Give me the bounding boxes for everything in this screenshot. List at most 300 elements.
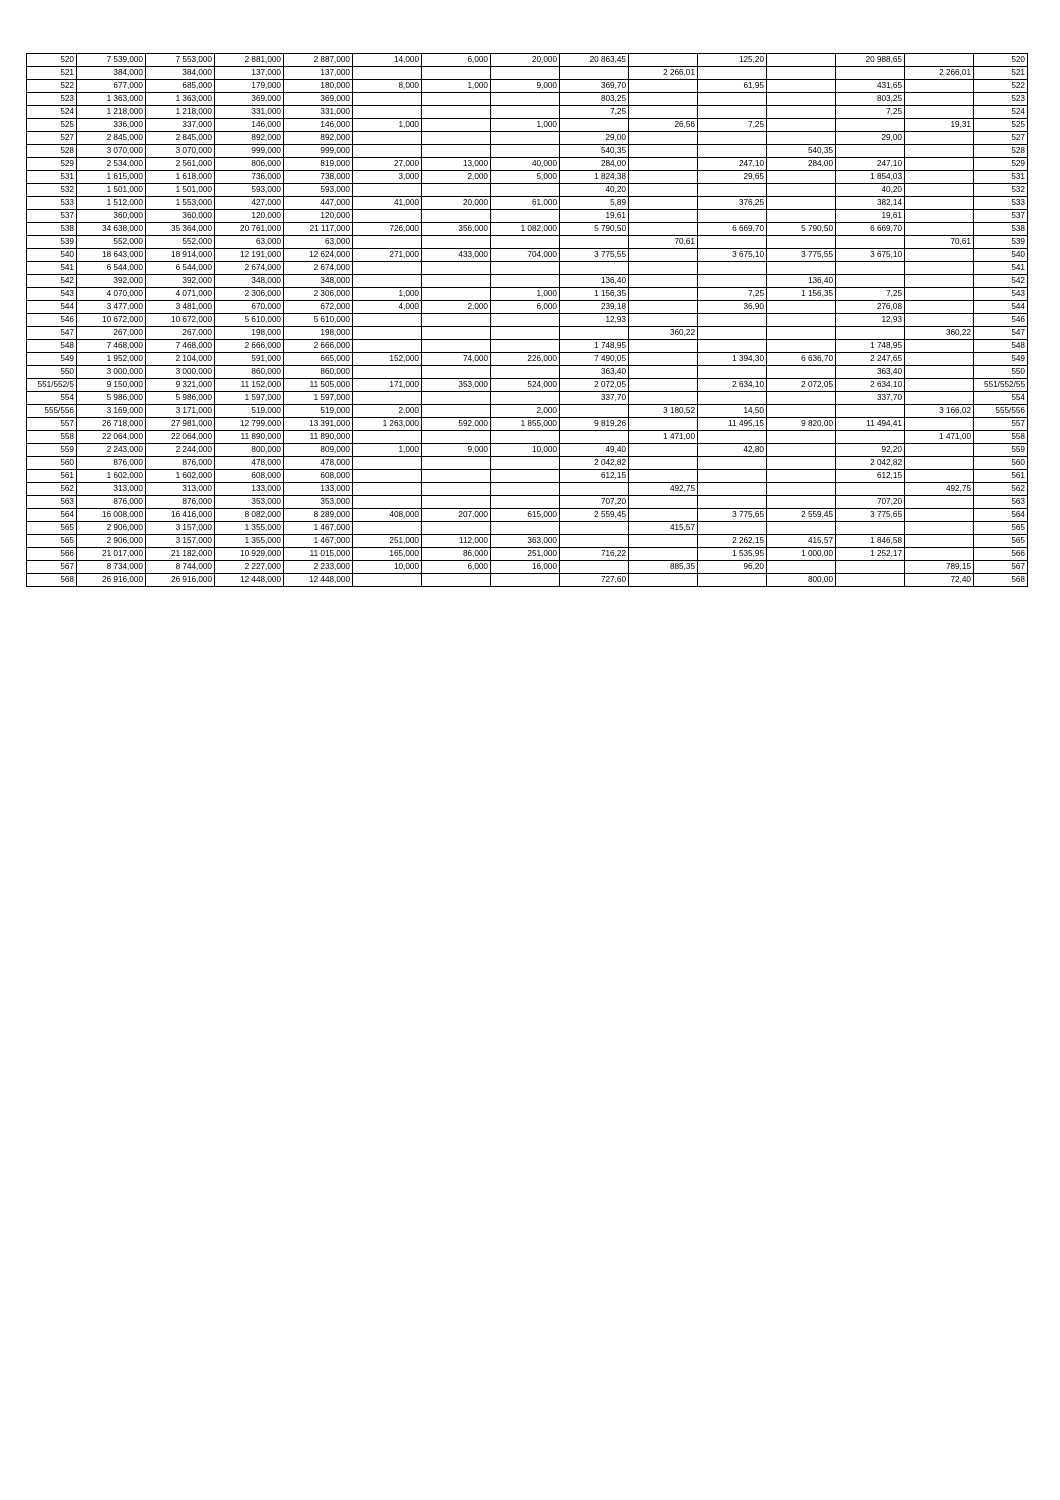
- table-cell: 615,000: [491, 509, 560, 522]
- table-cell: 337,70: [836, 392, 905, 405]
- table-cell: 561: [974, 470, 1028, 483]
- table-cell: 522: [974, 80, 1028, 93]
- table-cell: 7,25: [698, 119, 767, 132]
- table-cell: 20 863,45: [560, 54, 629, 67]
- table-cell: [560, 535, 629, 548]
- table-cell: 27,000: [353, 158, 422, 171]
- table-cell: [767, 80, 836, 93]
- table-cell: [491, 574, 560, 587]
- table-cell: [629, 340, 698, 353]
- table-cell: [698, 522, 767, 535]
- table-cell: 271,000: [353, 249, 422, 262]
- table-cell: [905, 171, 974, 184]
- table-cell: [629, 535, 698, 548]
- table-cell: [698, 392, 767, 405]
- table-cell: 1 553,000: [146, 197, 215, 210]
- table-cell: 8,000: [353, 80, 422, 93]
- table-cell: 2 233,000: [284, 561, 353, 574]
- table-cell: 539: [27, 236, 77, 249]
- table-cell: 9 820,00: [767, 418, 836, 431]
- table-cell: [905, 197, 974, 210]
- table-cell: 5 986,000: [146, 392, 215, 405]
- table-cell: 26,56: [629, 119, 698, 132]
- table-cell: 8 744,000: [146, 561, 215, 574]
- table-row: [27, 236, 1028, 249]
- table-cell: [491, 262, 560, 275]
- table-cell: 2 104,000: [146, 353, 215, 366]
- table-cell: 2 243,000: [77, 444, 146, 457]
- table-cell: [836, 275, 905, 288]
- table-cell: [353, 340, 422, 353]
- table-cell: 727,60: [560, 574, 629, 587]
- table-cell: [767, 132, 836, 145]
- table-cell: 2 534,000: [77, 158, 146, 171]
- table-cell: 137,000: [284, 67, 353, 80]
- table-cell: 665,000: [284, 353, 353, 366]
- table-cell: 3 157,000: [146, 522, 215, 535]
- table-cell: 2 262,15: [698, 535, 767, 548]
- table-cell: 331,000: [215, 106, 284, 119]
- table-cell: 5 790,50: [767, 223, 836, 236]
- table-cell: [422, 366, 491, 379]
- table-cell: [491, 392, 560, 405]
- table-cell: [905, 457, 974, 470]
- table-cell: 524,000: [491, 379, 560, 392]
- table-cell: [353, 132, 422, 145]
- table-cell: [353, 496, 422, 509]
- table-cell: 478,000: [284, 457, 353, 470]
- table-cell: 21 017,000: [77, 548, 146, 561]
- table-cell: 20 761,000: [215, 223, 284, 236]
- data-table: [26, 53, 1028, 587]
- table-cell: 16,000: [491, 561, 560, 574]
- table-cell: 554: [974, 392, 1028, 405]
- table-cell: [629, 548, 698, 561]
- table-cell: 521: [974, 67, 1028, 80]
- table-cell: 382,14: [836, 197, 905, 210]
- table-cell: 136,40: [767, 275, 836, 288]
- table-row: [27, 67, 1028, 80]
- table-cell: 707,20: [836, 496, 905, 509]
- table-cell: [905, 366, 974, 379]
- table-cell: 2 634,10: [698, 379, 767, 392]
- table-cell: [767, 210, 836, 223]
- table-cell: [353, 314, 422, 327]
- table-cell: [836, 431, 905, 444]
- table-cell: [491, 106, 560, 119]
- table-cell: 8 082,000: [215, 509, 284, 522]
- table-cell: [905, 496, 974, 509]
- table-cell: [767, 522, 836, 535]
- table-row: [27, 509, 1028, 522]
- table-cell: 1,000: [353, 288, 422, 301]
- table-cell: 313,000: [77, 483, 146, 496]
- table-cell: [905, 262, 974, 275]
- table-cell: 11 890,000: [215, 431, 284, 444]
- table-cell: 5,89: [560, 197, 629, 210]
- table-row: [27, 340, 1028, 353]
- table-cell: 2 042,82: [560, 457, 629, 470]
- table-cell: 2 072,05: [767, 379, 836, 392]
- table-cell: 528: [974, 145, 1028, 158]
- table-cell: [629, 457, 698, 470]
- table-cell: [560, 431, 629, 444]
- table-cell: 1 501,000: [146, 184, 215, 197]
- table-cell: 353,000: [215, 496, 284, 509]
- table-cell: 1 394,30: [698, 353, 767, 366]
- table-cell: [422, 262, 491, 275]
- table-cell: 736,000: [215, 171, 284, 184]
- table-cell: 331,000: [284, 106, 353, 119]
- table-cell: [491, 145, 560, 158]
- table-cell: [836, 327, 905, 340]
- table-cell: [698, 366, 767, 379]
- table-cell: 560: [27, 457, 77, 470]
- table-cell: 120,000: [284, 210, 353, 223]
- table-cell: 41,000: [353, 197, 422, 210]
- table-cell: 550: [974, 366, 1028, 379]
- table-cell: 592,000: [422, 418, 491, 431]
- table-cell: 22 064,000: [146, 431, 215, 444]
- table-cell: [491, 340, 560, 353]
- table-cell: 554: [27, 392, 77, 405]
- table-cell: [767, 262, 836, 275]
- table-cell: 549: [974, 353, 1028, 366]
- table-cell: [422, 574, 491, 587]
- table-cell: 544: [27, 301, 77, 314]
- table-cell: [629, 93, 698, 106]
- table-cell: 528: [27, 145, 77, 158]
- table-cell: 313,000: [146, 483, 215, 496]
- table-cell: [422, 132, 491, 145]
- table-cell: 3 675,10: [698, 249, 767, 262]
- table-cell: [836, 405, 905, 418]
- table-cell: 563: [974, 496, 1028, 509]
- table-cell: [353, 574, 422, 587]
- table-cell: 562: [27, 483, 77, 496]
- table-cell: 12 624,000: [284, 249, 353, 262]
- table-cell: 165,000: [353, 548, 422, 561]
- table-cell: [422, 483, 491, 496]
- table-cell: 541: [974, 262, 1028, 275]
- table-cell: [836, 145, 905, 158]
- table-cell: 369,70: [560, 80, 629, 93]
- table-row: [27, 574, 1028, 587]
- table-cell: 2 845,000: [146, 132, 215, 145]
- table-cell: 999,000: [215, 145, 284, 158]
- table-cell: 198,000: [284, 327, 353, 340]
- table-cell: [491, 184, 560, 197]
- table-row: [27, 106, 1028, 119]
- table-cell: 527: [27, 132, 77, 145]
- table-cell: 546: [974, 314, 1028, 327]
- table-cell: [905, 470, 974, 483]
- table-cell: [629, 509, 698, 522]
- table-cell: 6 544,000: [146, 262, 215, 275]
- table-cell: [767, 470, 836, 483]
- table-cell: 819,000: [284, 158, 353, 171]
- table-cell: 876,000: [77, 496, 146, 509]
- table-cell: 18 643,000: [77, 249, 146, 262]
- table-row: [27, 353, 1028, 366]
- table-cell: 3,000: [353, 171, 422, 184]
- table-cell: 568: [27, 574, 77, 587]
- table-cell: 523: [974, 93, 1028, 106]
- table-cell: [560, 262, 629, 275]
- table-cell: 12 448,000: [215, 574, 284, 587]
- table-cell: 557: [27, 418, 77, 431]
- table-cell: 10 672,000: [146, 314, 215, 327]
- table-cell: 12 448,000: [284, 574, 353, 587]
- table-cell: 522: [27, 80, 77, 93]
- table-cell: [698, 93, 767, 106]
- table-cell: 568: [974, 574, 1028, 587]
- table-cell: 14,50: [698, 405, 767, 418]
- table-cell: 559: [27, 444, 77, 457]
- table-cell: [422, 314, 491, 327]
- table-cell: [905, 158, 974, 171]
- table-cell: [491, 327, 560, 340]
- table-cell: [629, 314, 698, 327]
- table-cell: 40,20: [836, 184, 905, 197]
- table-cell: [491, 314, 560, 327]
- table-cell: 348,000: [215, 275, 284, 288]
- table-cell: 557: [974, 418, 1028, 431]
- table-cell: [905, 379, 974, 392]
- table-cell: [560, 561, 629, 574]
- table-cell: 537: [974, 210, 1028, 223]
- table-cell: 608,000: [215, 470, 284, 483]
- table-row: [27, 535, 1028, 548]
- table-cell: [422, 288, 491, 301]
- table-row: [27, 444, 1028, 457]
- table-cell: 543: [974, 288, 1028, 301]
- table-cell: [698, 132, 767, 145]
- table-cell: 5,000: [491, 171, 560, 184]
- table-cell: 2 244,000: [146, 444, 215, 457]
- table-cell: 685,000: [146, 80, 215, 93]
- table-cell: [905, 275, 974, 288]
- table-cell: 532: [974, 184, 1028, 197]
- table-cell: 1,000: [353, 444, 422, 457]
- table-row: [27, 80, 1028, 93]
- table-cell: 533: [27, 197, 77, 210]
- table-body: [27, 54, 1028, 587]
- table-cell: [629, 54, 698, 67]
- table-cell: [698, 327, 767, 340]
- table-cell: 11 015,000: [284, 548, 353, 561]
- table-cell: 29,00: [560, 132, 629, 145]
- table-cell: [422, 184, 491, 197]
- table-cell: 9,000: [422, 444, 491, 457]
- table-cell: 360,22: [905, 327, 974, 340]
- table-cell: 10 929,000: [215, 548, 284, 561]
- table-cell: 3 157,000: [146, 535, 215, 548]
- table-row: [27, 522, 1028, 535]
- table-cell: [491, 522, 560, 535]
- table-cell: [491, 236, 560, 249]
- table-cell: 5 986,000: [77, 392, 146, 405]
- table-cell: 1 602,000: [77, 470, 146, 483]
- table-cell: [698, 275, 767, 288]
- table-cell: 152,000: [353, 353, 422, 366]
- table-cell: 564: [974, 509, 1028, 522]
- table-cell: 6 669,70: [836, 223, 905, 236]
- table-cell: 3 180,52: [629, 405, 698, 418]
- table-cell: [905, 132, 974, 145]
- table-cell: 540: [27, 249, 77, 262]
- table-cell: [698, 340, 767, 353]
- table-cell: 552,000: [77, 236, 146, 249]
- table-row: [27, 171, 1028, 184]
- table-cell: [698, 236, 767, 249]
- table-cell: [836, 522, 905, 535]
- table-cell: 10 672,000: [77, 314, 146, 327]
- table-cell: 538: [27, 223, 77, 236]
- table-cell: 524: [27, 106, 77, 119]
- table-cell: 137,000: [215, 67, 284, 80]
- table-cell: [629, 158, 698, 171]
- table-cell: 800,00: [767, 574, 836, 587]
- table-cell: 11 494,41: [836, 418, 905, 431]
- table-cell: 672,000: [284, 301, 353, 314]
- table-cell: 519,000: [284, 405, 353, 418]
- table-row: [27, 301, 1028, 314]
- table-cell: 803,25: [560, 93, 629, 106]
- table-cell: [422, 496, 491, 509]
- table-cell: [698, 314, 767, 327]
- table-cell: 1 597,000: [215, 392, 284, 405]
- table-cell: 7 490,05: [560, 353, 629, 366]
- table-cell: 284,00: [767, 158, 836, 171]
- table-cell: 531: [974, 171, 1028, 184]
- table-row: [27, 158, 1028, 171]
- table-cell: 179,000: [215, 80, 284, 93]
- table-cell: 384,000: [77, 67, 146, 80]
- table-cell: 72,40: [905, 574, 974, 587]
- table-cell: 360,000: [146, 210, 215, 223]
- table-cell: 4,000: [353, 301, 422, 314]
- table-cell: 16 416,000: [146, 509, 215, 522]
- table-cell: 207,000: [422, 509, 491, 522]
- table-cell: 4 071,000: [146, 288, 215, 301]
- table-cell: [767, 314, 836, 327]
- table-cell: 2 634,10: [836, 379, 905, 392]
- table-cell: 533: [974, 197, 1028, 210]
- table-cell: [353, 275, 422, 288]
- table-cell: [353, 67, 422, 80]
- table-cell: 529: [27, 158, 77, 171]
- table-cell: [905, 80, 974, 93]
- table-cell: 392,000: [77, 275, 146, 288]
- table-cell: 6,000: [491, 301, 560, 314]
- table-cell: [836, 119, 905, 132]
- table-cell: 539: [974, 236, 1028, 249]
- table-cell: 360,22: [629, 327, 698, 340]
- table-cell: [491, 210, 560, 223]
- table-row: [27, 275, 1028, 288]
- table-row: [27, 496, 1028, 509]
- table-cell: 61,95: [698, 80, 767, 93]
- table-cell: 2,000: [422, 171, 491, 184]
- table-cell: 567: [27, 561, 77, 574]
- table-cell: 548: [27, 340, 77, 353]
- table-cell: [629, 353, 698, 366]
- table-cell: 2 906,000: [77, 522, 146, 535]
- table-cell: [491, 431, 560, 444]
- table-cell: [353, 106, 422, 119]
- table-cell: [905, 314, 974, 327]
- table-cell: 10,000: [491, 444, 560, 457]
- table-cell: 1 263,000: [353, 418, 422, 431]
- table-cell: 2 559,45: [560, 509, 629, 522]
- table-cell: 3 070,000: [77, 145, 146, 158]
- table-cell: 2 666,000: [284, 340, 353, 353]
- table-cell: 348,000: [284, 275, 353, 288]
- table-cell: 1 363,000: [146, 93, 215, 106]
- table-cell: 7,25: [836, 106, 905, 119]
- table-cell: 247,10: [698, 158, 767, 171]
- table-cell: 40,000: [491, 158, 560, 171]
- table-cell: [767, 106, 836, 119]
- table-cell: 565: [27, 522, 77, 535]
- table-cell: [353, 210, 422, 223]
- table-cell: 542: [974, 275, 1028, 288]
- table-cell: [698, 262, 767, 275]
- table-cell: 612,15: [560, 470, 629, 483]
- table-cell: 1 000,00: [767, 548, 836, 561]
- table-row: [27, 288, 1028, 301]
- table-cell: 1 535,95: [698, 548, 767, 561]
- table-cell: 19,31: [905, 119, 974, 132]
- table-cell: [698, 210, 767, 223]
- table-cell: 251,000: [491, 548, 560, 561]
- table-cell: 9 321,000: [146, 379, 215, 392]
- table-cell: 1 156,35: [767, 288, 836, 301]
- table-cell: 5 610,000: [215, 314, 284, 327]
- table-cell: 120,000: [215, 210, 284, 223]
- table-cell: 35 364,000: [146, 223, 215, 236]
- table-cell: 2 042,82: [836, 457, 905, 470]
- table-cell: [353, 457, 422, 470]
- table-cell: [560, 522, 629, 535]
- table-cell: 593,000: [215, 184, 284, 197]
- table-cell: [491, 132, 560, 145]
- table-cell: 1 748,95: [836, 340, 905, 353]
- table-cell: 8 734,000: [77, 561, 146, 574]
- table-cell: [353, 184, 422, 197]
- table-cell: 26 718,000: [77, 418, 146, 431]
- table-cell: [491, 496, 560, 509]
- table-cell: [422, 93, 491, 106]
- table-cell: [353, 262, 422, 275]
- table-cell: [767, 171, 836, 184]
- table-cell: 544: [974, 301, 1028, 314]
- table-cell: 537: [27, 210, 77, 223]
- table-cell: 1 597,000: [284, 392, 353, 405]
- table-cell: [491, 457, 560, 470]
- table-cell: 2 845,000: [77, 132, 146, 145]
- table-cell: 521: [27, 67, 77, 80]
- table-cell: 247,10: [836, 158, 905, 171]
- table-cell: 2,000: [422, 301, 491, 314]
- table-cell: [353, 93, 422, 106]
- table-cell: 1 252,17: [836, 548, 905, 561]
- table-cell: 1,000: [491, 288, 560, 301]
- table-cell: 2 306,000: [215, 288, 284, 301]
- table-cell: 1 618,000: [146, 171, 215, 184]
- table-cell: 6,000: [422, 54, 491, 67]
